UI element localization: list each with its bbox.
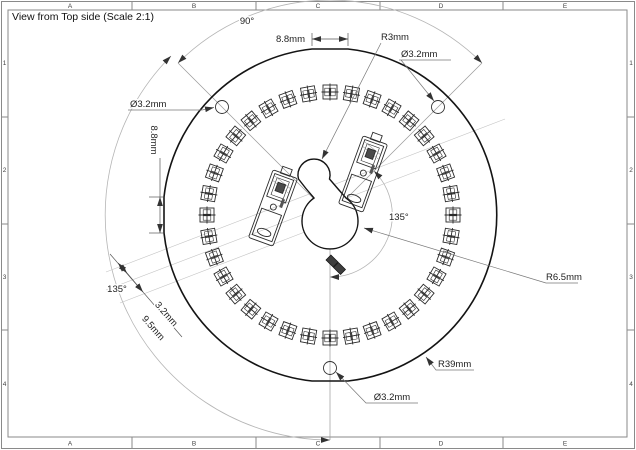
led-footprint (277, 89, 299, 111)
grid-column-label: C (315, 3, 321, 10)
led-footprint (441, 184, 461, 204)
led-footprint (435, 246, 457, 268)
grid-row-label: 1 (629, 60, 633, 67)
led-footprint (397, 109, 421, 133)
led-footprint (435, 162, 457, 184)
led-footprint (412, 124, 436, 148)
label-angle-135-outer: 135° (107, 284, 127, 295)
label-offset-b: 9.5mm (139, 313, 167, 343)
connector-pad (275, 182, 286, 193)
label-r6-5: R6.5mm (546, 272, 582, 283)
grid-row-label: 3 (629, 274, 633, 281)
led-footprint (212, 142, 235, 165)
led-footprint (380, 97, 403, 120)
offset-extension-line (120, 230, 310, 303)
led-footprint (441, 227, 461, 247)
grid-row-label: 2 (2, 167, 7, 174)
led-footprint (425, 265, 448, 288)
label-hole-top-right: Ø3.2mm (401, 49, 438, 60)
led-footprint (445, 207, 462, 224)
led-footprint (224, 124, 248, 148)
led-footprint (361, 320, 383, 342)
connector-axis-line (106, 170, 420, 290)
grid-column-label: D (438, 440, 444, 448)
grid-row-label: 3 (2, 274, 7, 281)
label-top-flat: 8.8mm (275, 34, 305, 45)
label-angle-135-inner: 135° (389, 212, 409, 223)
led-footprint (257, 310, 280, 333)
view-title: View from Top side (Scale 2:1) (12, 11, 155, 23)
grid-column-label: E (562, 440, 568, 448)
label-offset-a: 3.2mm (152, 299, 180, 329)
led-footprint (204, 162, 226, 184)
connector-footprint-left (248, 164, 299, 247)
led-footprint (397, 297, 421, 321)
grid-column-label: B (191, 3, 197, 10)
grid-row-label: 1 (2, 60, 7, 67)
led-footprint (322, 84, 339, 101)
led-footprint (239, 109, 263, 133)
connector-tab (370, 132, 382, 142)
grid-row-label: 4 (2, 381, 7, 388)
led-footprint (412, 282, 436, 306)
led-footprint (212, 265, 235, 288)
led-footprint (257, 97, 280, 120)
grid-column-label: D (438, 3, 444, 10)
label-left-flat: 8.8mm (148, 125, 159, 155)
passive-components (326, 255, 346, 275)
led-footprint (277, 320, 299, 342)
led-footprint (322, 330, 339, 347)
led-footprint (199, 207, 216, 224)
led-footprint (425, 142, 448, 165)
grid-column-label: C (315, 440, 321, 448)
dim-line-offset-b (127, 273, 143, 292)
label-r39: R39mm (438, 359, 472, 370)
led-footprint (199, 184, 219, 204)
label-r3: R3mm (381, 32, 409, 43)
grid-column-label: A (67, 3, 73, 10)
grid-column-label: B (191, 440, 197, 448)
led-footprint (204, 246, 226, 268)
led-footprint (299, 84, 319, 104)
led-footprint (342, 326, 362, 346)
led-footprint (361, 89, 383, 111)
grid-row-label: 2 (629, 167, 633, 174)
led-footprint (224, 282, 248, 306)
grid-row-label: 4 (629, 381, 633, 388)
connector-pad (365, 148, 376, 159)
grid-column-label: A (67, 440, 73, 448)
connector-pilot-hole (269, 203, 277, 211)
label-angle-90: 90° (239, 16, 255, 27)
keyhole-cutout (298, 159, 358, 249)
label-hole-top-left: Ø3.2mm (130, 99, 167, 110)
led-footprint (380, 310, 403, 333)
led-footprint (199, 227, 219, 247)
grid-column-label: E (562, 3, 568, 10)
angle-135-outer-arc (105, 56, 330, 440)
led-footprint (239, 297, 263, 321)
centerlines (178, 63, 482, 440)
label-hole-bottom: Ø3.2mm (373, 392, 411, 403)
led-footprint (299, 326, 319, 346)
